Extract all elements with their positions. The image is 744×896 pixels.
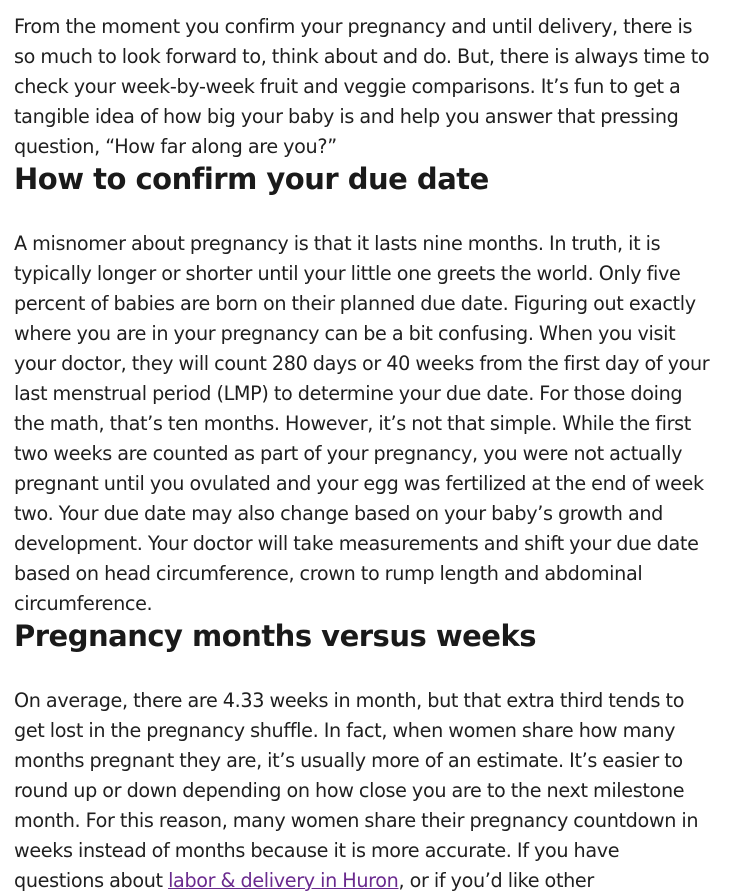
heading-months-vs-weeks: Pregnancy months versus weeks xyxy=(14,619,536,653)
due-date-paragraph: A misnomer about pregnancy is that it lasts nine months. In truth, it is typically longer or shorter until your little one greets the world. Only five percent of babies are born on their planned due date. Figuring out exactly where you are in your pregnancy can be a bit confusing. When you visit your doctor, they will count 280 days or 40 weeks from the first day of your last menstrual period (LMP) to determine your due date. For those doing the math, that’s ten months. However, it’s not that simple. While the first two weeks are counted as part of your pregnancy, you were not actually pregnant until you ovulated and your egg was fertilized at the end of week two. Your due date may also change based on your baby’s growth and development. Your doctor will take measurements and shift your due date based on head circumference, crown to rump length and abdominal circumference. xyxy=(14,232,710,615)
article-content xyxy=(14,12,714,896)
months-weeks-text-end: , or if you’d like other xyxy=(398,869,594,892)
months-weeks-paragraph xyxy=(14,686,714,896)
heading-confirm-due-date: How to confirm your due date xyxy=(14,162,489,196)
labor-delivery-link[interactable]: labor & delivery in Huron xyxy=(168,869,399,892)
months-weeks-text-start: On average, there are 4.33 weeks in month, but that extra third tends to get lost in the pregnancy shuffle. In fact, when women share how many months pregnant they are, it’s usually more of an estimate. It’s easier to round up or down depending on how close you are to the next milestone month. For this reason, many women share their pregnancy countdown in weeks instead of months because it is more accurate. If you have questions about xyxy=(14,689,699,892)
intro-paragraph: From the moment you confirm your pregnancy and until delivery, there is so much to look forward to, think about and do. But, there is always time to check your week-by-week fruit and veggie comparisons. It’s fun to get a tangible idea of how big your baby is and help you answer that pressing question, “How far along are you?” xyxy=(14,15,710,158)
